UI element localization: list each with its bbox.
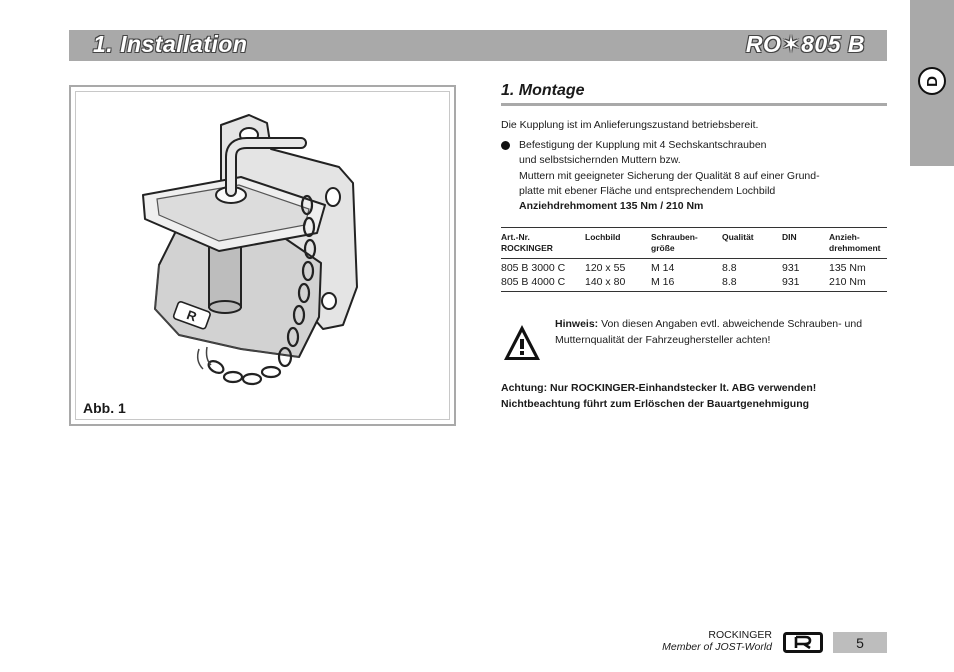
figure-frame (69, 85, 456, 426)
cell-qualitaet: 8.8 (722, 276, 737, 288)
cell-anziehdrehmoment: 210 Nm (829, 276, 866, 288)
attention-notice (501, 380, 891, 412)
table-row (501, 259, 887, 276)
col-header-schraubengroesse: Schrauben- größe (651, 232, 698, 253)
bullet-line: Befestigung der Kupplung mit 4 Sechskantschrauben (519, 139, 767, 151)
warning-triangle-icon (502, 323, 542, 363)
figure-caption: Abb. 1 (83, 400, 126, 416)
col-header-qualitaet: Qualität (722, 232, 754, 242)
bullet-line: platte mit ebener Fläche und entsprechendem Lochbild (519, 184, 776, 197)
coupling-illustration (71, 87, 454, 424)
language-tab (910, 0, 954, 166)
cell-art-nr: 805 B 4000 C (501, 276, 566, 288)
note-body: Von diesen Angaben evtl. abweichende Schrauben- und Mutternqualität der Fahrzeughersteller achten! (555, 318, 863, 346)
svg-text:R: R (184, 307, 199, 325)
attention-line: Nichtbeachtung führt zum Erlöschen der Bauartgenehmigung (501, 398, 810, 410)
header-bar (69, 30, 887, 61)
page-number (833, 632, 887, 653)
bullet-line: und selbstsichernden Muttern bzw. (519, 154, 681, 167)
model-name: RO✶805 B (745, 31, 865, 57)
cell-anziehdrehmoment: 135 Nm (829, 262, 866, 274)
mounting-instructions (501, 138, 887, 214)
bullet-dot-icon (501, 141, 510, 150)
cell-qualitaet: 8.8 (722, 262, 737, 274)
page-title: 1. Installation (93, 31, 248, 57)
bullet-lines (519, 138, 887, 214)
section-title: 1. Montage (501, 82, 887, 106)
torque-line: Anziehdrehmoment 135 Nm / 210 Nm (519, 200, 704, 213)
cell-lochbild: 120 x 55 (585, 262, 626, 274)
cell-din: 931 (782, 262, 800, 274)
table-header-row (501, 228, 887, 259)
cell-schraubengroesse: M 14 (651, 262, 675, 274)
rockinger-logo-icon (783, 632, 823, 653)
bullet-line: Muttern mit geeigneter Sicherung der Qualität 8 auf einer Grund- (519, 169, 820, 182)
cell-art-nr: 805 B 3000 C (501, 262, 566, 274)
note-text (555, 316, 885, 348)
cell-din: 931 (782, 276, 800, 288)
attention-line: Achtung: Nur ROCKINGER-Einhandstecker lt. ABG verwenden! (501, 382, 817, 394)
col-header-din: DIN (782, 232, 797, 242)
cell-lochbild: 140 x 80 (585, 276, 626, 288)
language-letter: D (923, 75, 941, 87)
intro-text: Die Kupplung ist im Anlieferungszustand betriebsbereit. (501, 119, 759, 131)
page-number-text: 5 (856, 634, 864, 651)
footer-brand (662, 629, 772, 653)
footer-member: Member of JOST-World (662, 641, 772, 653)
cell-schraubengroesse: M 16 (651, 276, 675, 288)
specification-table (501, 227, 887, 292)
table-row (501, 275, 887, 292)
note-label: Hinweis: (555, 318, 599, 330)
col-header-lochbild: Lochbild (585, 232, 621, 242)
col-header-anziehdrehmoment: Anzieh- drehmoment (829, 232, 881, 253)
language-badge (918, 67, 946, 95)
col-header-art-nr: Art.-Nr. ROCKINGER (501, 232, 553, 253)
footer-brand-name: ROCKINGER (708, 629, 772, 641)
